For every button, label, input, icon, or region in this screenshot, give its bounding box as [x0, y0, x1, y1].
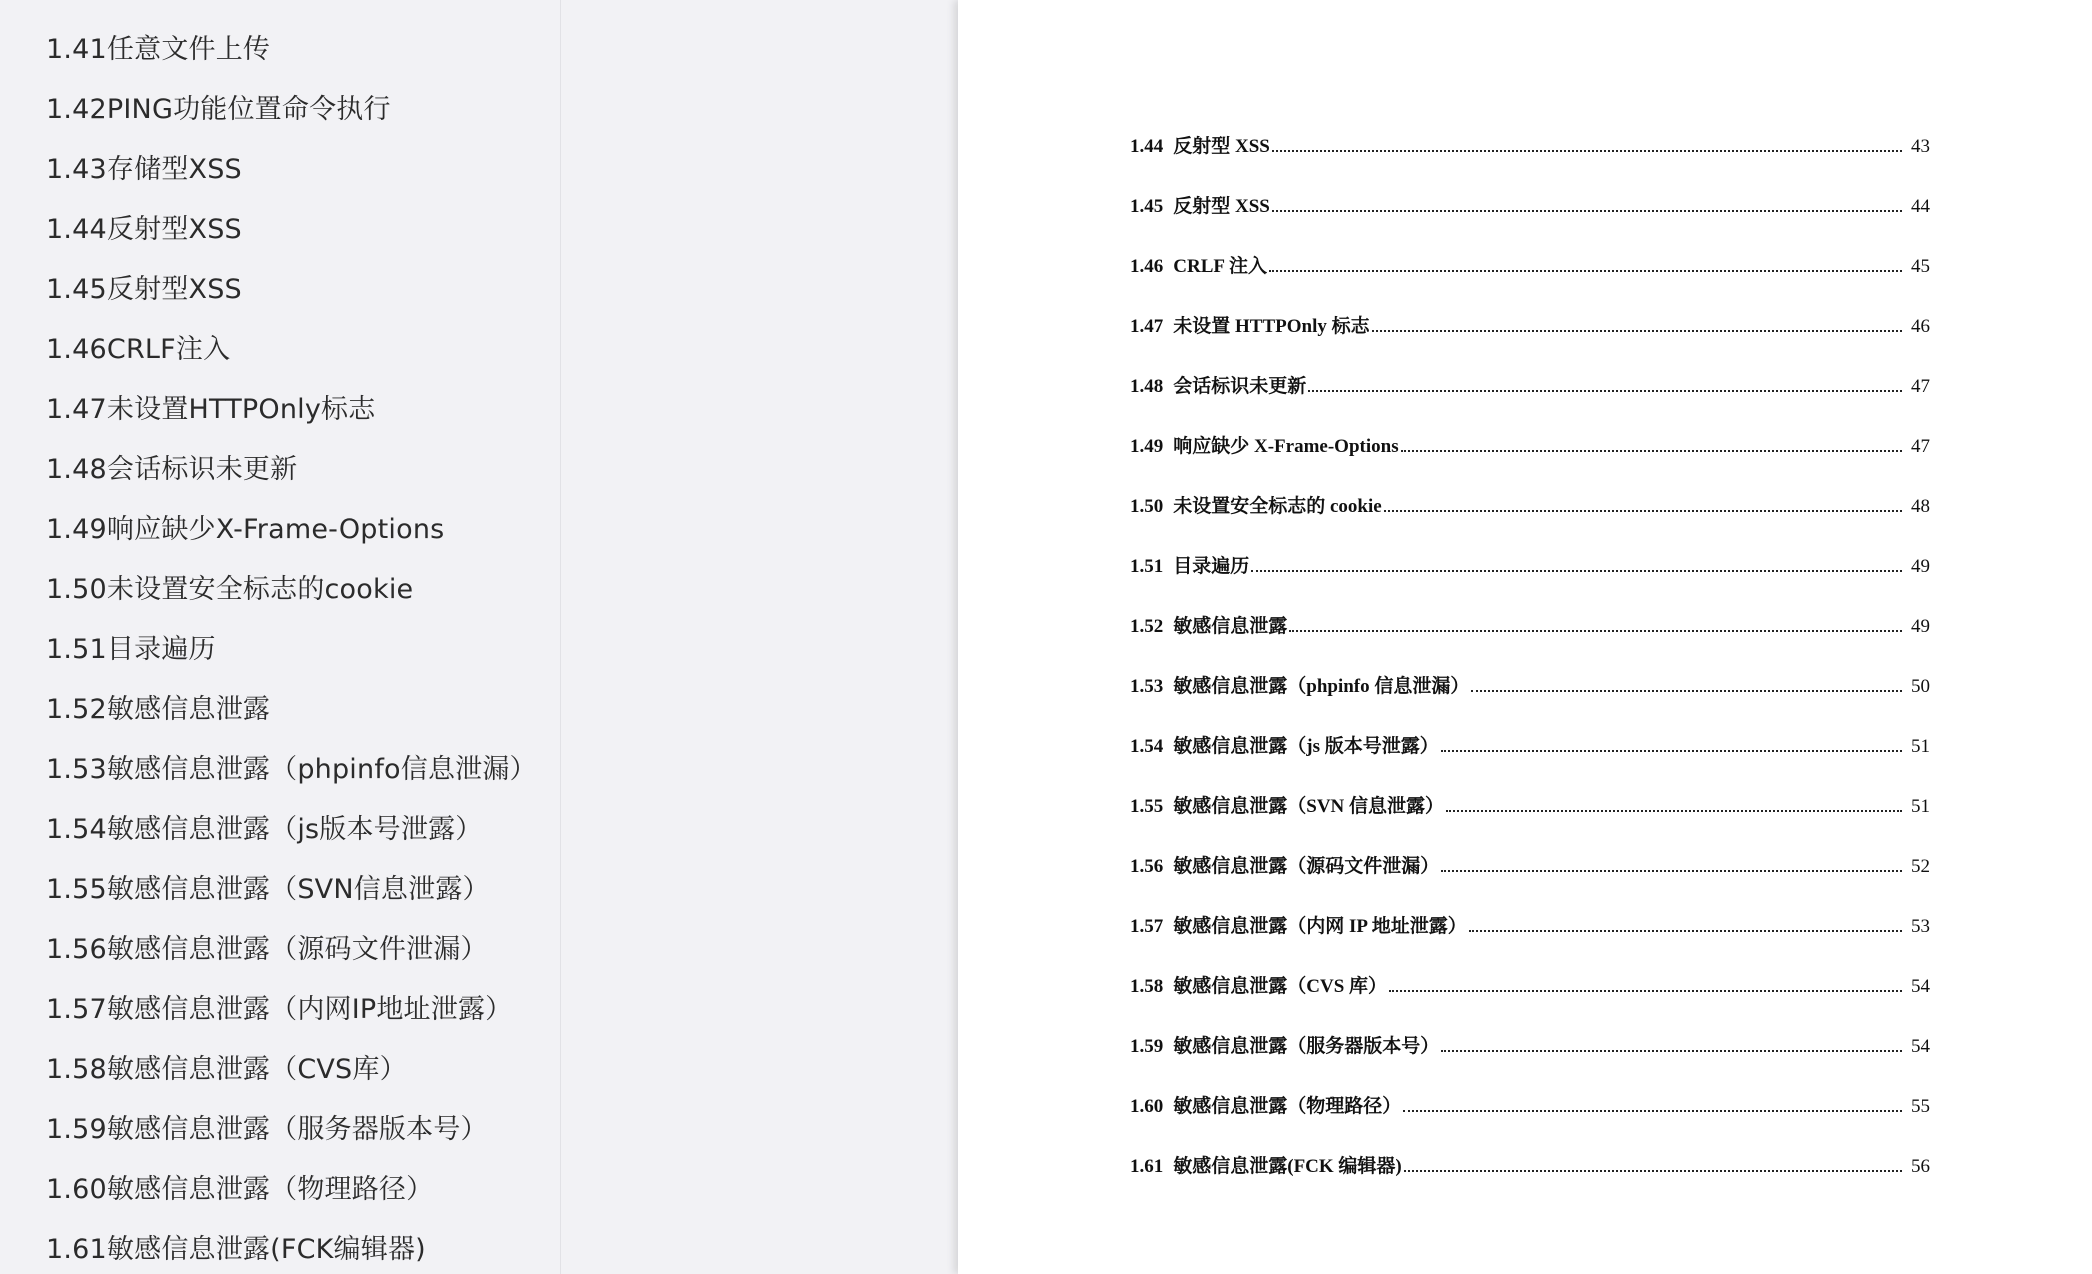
outline-item[interactable]: 1.46CRLF注入 [46, 334, 231, 365]
toc-entry-number: 1.50 [1130, 496, 1164, 517]
toc-entry-page: 47 [1911, 436, 1930, 457]
outline-item[interactable]: 1.52敏感信息泄露 [46, 694, 271, 725]
toc-entry[interactable] [1130, 128, 1930, 158]
toc-entry-title: 会话标识未更新 [1173, 376, 1307, 397]
outline-item[interactable]: 1.43存储型XSS [46, 154, 242, 185]
toc-entry-number: 1.51 [1130, 556, 1164, 577]
toc-entry-title: 敏感信息泄露（js 版本号泄露） [1173, 736, 1439, 757]
toc-entry-page: 50 [1911, 676, 1930, 697]
toc-entry[interactable] [1130, 248, 1930, 278]
toc-entry-number: 1.61 [1130, 1156, 1164, 1177]
outline-item[interactable]: 1.56敏感信息泄露（源码文件泄漏） [46, 934, 488, 965]
outline-sidebar [0, 0, 561, 1274]
toc-dot-leader [1251, 570, 1902, 572]
toc-entry-page: 49 [1911, 556, 1930, 577]
toc-entry-number: 1.59 [1130, 1036, 1164, 1057]
toc-dot-leader [1372, 330, 1902, 332]
outline-item[interactable]: 1.48会话标识未更新 [46, 454, 298, 485]
toc-entry-number: 1.44 [1130, 136, 1164, 157]
toc-entry-page: 46 [1911, 316, 1930, 337]
toc-entry-number: 1.55 [1130, 796, 1164, 817]
toc-entry-title: 敏感信息泄露（CVS 库） [1173, 976, 1388, 997]
toc-entry[interactable] [1130, 488, 1930, 518]
outline-item[interactable]: 1.49响应缺少X-Frame-Options [46, 514, 445, 545]
toc-entry-page: 51 [1911, 796, 1930, 817]
outline-item[interactable]: 1.58敏感信息泄露（CVS库） [46, 1054, 407, 1085]
toc-dot-leader [1441, 750, 1902, 752]
toc-entry-number: 1.47 [1130, 316, 1164, 337]
toc-dot-leader [1269, 270, 1902, 272]
outline-item[interactable]: 1.44反射型XSS [46, 214, 242, 245]
toc-entry-number: 1.57 [1130, 916, 1164, 937]
toc-entry-page: 54 [1911, 1036, 1930, 1057]
toc-entry-title: CRLF 注入 [1173, 256, 1268, 277]
toc-dot-leader [1389, 990, 1902, 992]
toc-entry[interactable] [1130, 788, 1930, 818]
toc-entry-number: 1.56 [1130, 856, 1164, 877]
toc-entry-title: 未设置 HTTPOnly 标志 [1173, 316, 1370, 337]
toc-entry-page: 56 [1911, 1156, 1930, 1177]
toc-entry-page: 44 [1911, 196, 1930, 217]
toc-entry[interactable] [1130, 188, 1930, 218]
toc-entry-number: 1.54 [1130, 736, 1164, 757]
toc-entry-number: 1.60 [1130, 1096, 1164, 1117]
toc-entry-title: 敏感信息泄露（phpinfo 信息泄漏） [1173, 676, 1470, 697]
outline-item[interactable]: 1.45反射型XSS [46, 274, 242, 305]
toc-entry-number: 1.46 [1130, 256, 1164, 277]
toc-entry[interactable] [1130, 908, 1930, 938]
outline-item[interactable]: 1.41任意文件上传 [46, 34, 271, 65]
toc-dot-leader [1289, 630, 1902, 632]
toc-entry-page: 55 [1911, 1096, 1930, 1117]
toc-entry-number: 1.48 [1130, 376, 1164, 397]
toc-entry-title: 敏感信息泄露（SVN 信息泄露） [1173, 796, 1445, 817]
toc-dot-leader [1384, 510, 1902, 512]
toc-entry[interactable] [1130, 1088, 1930, 1118]
outline-item[interactable]: 1.42PING功能位置命令执行 [46, 94, 391, 125]
toc-entry-page: 53 [1911, 916, 1930, 937]
toc-entry[interactable] [1130, 1028, 1930, 1058]
toc-entry-title: 反射型 XSS [1173, 136, 1270, 157]
toc-dot-leader [1308, 390, 1902, 392]
outline-item[interactable]: 1.59敏感信息泄露（服务器版本号） [46, 1114, 488, 1145]
toc-entry[interactable] [1130, 608, 1930, 638]
toc-entry-title: 目录遍历 [1173, 556, 1250, 577]
toc-entry-number: 1.52 [1130, 616, 1164, 637]
toc-entry-title: 敏感信息泄露（物理路径） [1173, 1096, 1402, 1117]
toc-dot-leader [1404, 1170, 1902, 1172]
toc-entry[interactable] [1130, 848, 1930, 878]
toc-entry-title: 未设置安全标志的 cookie [1173, 496, 1382, 517]
toc-entry-title: 敏感信息泄露（源码文件泄漏） [1173, 856, 1440, 877]
toc-entry-number: 1.53 [1130, 676, 1164, 697]
viewer-gutter [561, 0, 958, 1274]
toc-entry[interactable] [1130, 1148, 1930, 1178]
toc-entry-number: 1.49 [1130, 436, 1164, 457]
toc-entry-title: 敏感信息泄露 [1173, 616, 1288, 637]
toc-entry[interactable] [1130, 668, 1930, 698]
outline-item[interactable]: 1.51目录遍历 [46, 634, 216, 665]
toc-dot-leader [1446, 810, 1902, 812]
outline-item[interactable]: 1.60敏感信息泄露（物理路径） [46, 1174, 434, 1205]
toc-entry-page: 51 [1911, 736, 1930, 757]
toc-entry-number: 1.45 [1130, 196, 1164, 217]
outline-item[interactable]: 1.54敏感信息泄露（js版本号泄露） [46, 814, 483, 845]
toc-entry[interactable] [1130, 548, 1930, 578]
toc-entry[interactable] [1130, 728, 1930, 758]
toc-entry-page: 47 [1911, 376, 1930, 397]
toc-entry-title: 敏感信息泄露（内网 IP 地址泄露） [1173, 916, 1467, 937]
toc-dot-leader [1441, 870, 1902, 872]
toc-entry-page: 52 [1911, 856, 1930, 877]
toc-dot-leader [1471, 690, 1902, 692]
toc-dot-leader [1469, 930, 1902, 932]
toc-entry[interactable] [1130, 368, 1930, 398]
toc-dot-leader [1403, 1110, 1902, 1112]
toc-dot-leader [1272, 150, 1902, 152]
outline-item[interactable]: 1.47未设置HTTPOnly标志 [46, 394, 376, 425]
outline-item[interactable]: 1.50未设置安全标志的cookie [46, 574, 414, 605]
outline-item[interactable]: 1.55敏感信息泄露（SVN信息泄露） [46, 874, 490, 905]
toc-entry-page: 45 [1911, 256, 1930, 277]
toc-entry[interactable] [1130, 428, 1930, 458]
toc-entry[interactable] [1130, 308, 1930, 338]
outline-item[interactable]: 1.57敏感信息泄露（内网IP地址泄露） [46, 994, 513, 1025]
outline-item[interactable]: 1.61敏感信息泄露(FCK编辑器) [46, 1234, 426, 1265]
toc-entry-number: 1.58 [1130, 976, 1164, 997]
outline-item[interactable]: 1.53敏感信息泄露（phpinfo信息泄漏） [46, 754, 537, 785]
toc-entry-title: 反射型 XSS [1173, 196, 1270, 217]
toc-dot-leader [1401, 450, 1902, 452]
toc-entry-page: 54 [1911, 976, 1930, 997]
toc-entry-page: 43 [1911, 136, 1930, 157]
toc-entry[interactable] [1130, 968, 1930, 998]
toc-entry-page: 48 [1911, 496, 1930, 517]
toc-entry-title: 响应缺少 X-Frame-Options [1173, 436, 1399, 457]
toc-dot-leader [1272, 210, 1902, 212]
toc-entry-title: 敏感信息泄露(FCK 编辑器) [1173, 1156, 1402, 1177]
document-page [958, 0, 2092, 1274]
toc-dot-leader [1441, 1050, 1902, 1052]
toc-entry-page: 49 [1911, 616, 1930, 637]
toc-entry-title: 敏感信息泄露（服务器版本号） [1173, 1036, 1440, 1057]
